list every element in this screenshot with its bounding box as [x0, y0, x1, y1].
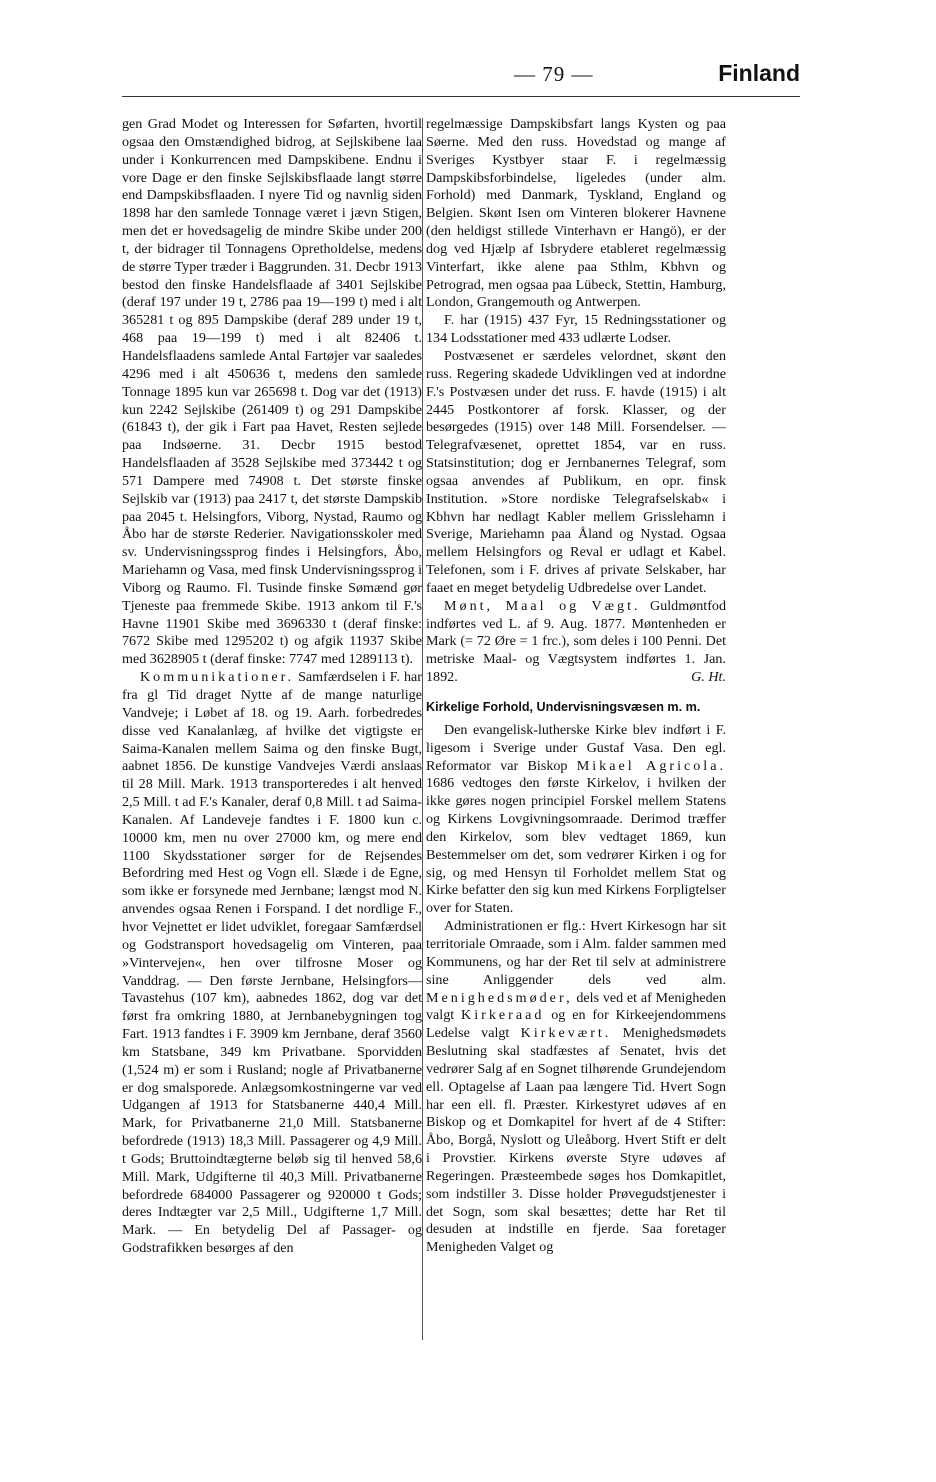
communications-text: Samfærdselen i F. har fra gl Tid draget Nytte af de mange naturlige Vandveje; i Løbet af 18. og 19. Aarh. forbedredes disse ved Kanalanlæg, af hvilke det vigtigste er Saima-Kanalen mellem Saima og den finske Bugt, aabnet 1856. De kunstige Vandvejes Værdi anslaas til 28 Mill. Mark. 1913 transporteredes i alt henved 2,5 Mill. t ad F.'s Kanaler, deraf 0,8 Mill. t ad Saima-Kanalen. Af Landeveje fandtes i F. 1800 kun c. 10000 km, men nu over 27000 km, og mere end 1100 Skydsstationer sørger for de Rejsendes Befordring med Hest og Vogn ell. Slæde i de Egne, som ikke er forsynede med Jernbane; længst mod N. anvendes ogsaa Renen i Forspand. I det nordlige F., hvor Vejnettet er lidet udviklet, foregaar Samfærdsel og Godstransport hovedsagelig om Vinteren, paa »Vintervejen«, hen over tilfrosne Moser og Vanddrag. — Den første Jernbane, Helsingfors—Tavastehus (107 km), aabnedes 1862, dog var det først fra omkring 1880, at Jernbanebygningen tog Fart. 1913 fandtes i F. 3909 km Jernbane, deraf 3560 km Statsbane, 349 km Privatbane. Sporvidden (1,524 m) er som i Rusland; nogle af Privatbanerne er dog smalsporede. Anlægsomkostningerne var ved Udgangen af 1913 for Statsbanerne 440,4 Mill. Mark, for Privatbanerne 21,0 Mill. Statsbanerne befordrede (1913) 18,3 Mill. Passagerer og 4,9 Mill. t Gods; Bruttoindtægterne beløb sig til henved 58,6 Mill. Mark, Udgifterne til 40,3 Mill. Privatbanerne befordrede 684000 Passagerer og 920000 t Gods; deres Indtægter var 2,5 Mill., Udgifterne 1,7 Mill. Mark. — En betydelig Del af Passager- og Godstrafikken besørges af den	[122, 669, 422, 1257]
paragraph-postal-telegraph: Postvæsenet er særdeles velordnet, skønt den russ. Regering skadede Udviklingen ved at indordne F.'s Postvæsen under det russ. F. havde (1915) i alt 2445 Postkontorer af forsk. Klasser, og der besørgedes (1915) over 148 Mill. Forsendelser. — Telegrafvæsenet, oprettet 1854, var en russ. Statsinstitution; dog er Jernbanernes Telegraf, som ogsaa anvendes af Publikum, en opr. finsk Institution. »Store nordiske Telegrafselskab« i Kbhvn har nedlagt Kabler mellem Grisslehamn i Sverige, Mariehamn paa Åland og Nystad. Ogsaa mellem Helsingfors og Reval er udlagt et Kabel. Telefonen, som i F. drives af private Selskaber, har faaet en meget betydelig Udbredelse over Landet.	[426, 347, 726, 596]
running-head: Finland	[718, 60, 800, 86]
name-mikael-agricola: Mikael Agricola.	[576, 757, 726, 774]
page-header	[122, 62, 800, 92]
paragraph-shipping: regelmæssige Dampskibsfart langs Kysten og paa Søerne. Med den russ. Hovedstad og mange af Sveriges Kystbyer staar F. i regelmæssig Dampskibsforbindelse, ligeledes (under alm. Forhold) med Danmark, Tyskland, England og Belgien. Skønt Isen om Vinteren blokerer Havnene (den heldigst stillede Vinterhavn er Hangö), er der dog ved Hjælp af Isbrydere etableret regelmæssig Vinterfart, ikke alene paa Sthlm, Kbhvn og Petrograd, men ogsaa paa Lübeck, Stettin, Hamburg, London, Grangemouth og Antwerpen.	[426, 116, 726, 311]
page-number: — 79 —	[514, 62, 594, 86]
section-heading: Kirkelige Forhold, Undervisningsvæsen m. m.	[426, 700, 701, 714]
column-divider	[422, 118, 423, 1340]
admin-text-c: og en for Kirkeejendommens Ledelse valgt	[426, 1007, 726, 1042]
left-column	[122, 116, 422, 1258]
admin-text-b: dels ved et af Menigheden valgt	[426, 989, 726, 1024]
paragraph-church	[426, 722, 726, 918]
admin-text-a: Administrationen er flg.: Hvert Kirkesogn har sit territoriale Omraade, som i Alm. falder sammen med Kommunens, og har der Ret til selv at administrere sine Anliggender dels ved alm.	[426, 918, 726, 988]
currency-text: Guldmøntfod indførtes ved L. af 9. Aug. 1877. Møntenheden er Mark (= 72 Øre = 1 frc.), som deles i 100 Penni. Det metriske Maal- og Vægtsystem indførtes 1. Jan. 1892.	[426, 597, 726, 686]
author-signature: G. Ht.	[691, 669, 726, 686]
paragraph-merchant-fleet: gen Grad Modet og Interessen for Søfarten, hvortil ogsaa den Omstændighed bidrog, at Sejlskibene laa under i Konkurrencen med Dampskibene. Endnu i vore Dage er den finske Sejlskibsflaade langt større end Dampskibsflaaden. I nyere Tid og navnlig siden 1898 har den samlede Tonnage været i jævn Stigen, men det er hovedsagelig de mindre Skibe under 200 t, der bidrager til Tonnagens Opretholdelse, medens de større Typer træder i Baggrunden. 31. Decbr 1913 bestod den finske Handelsflaade af 3401 Sejlskibe (deraf 197 under 19 t, 2786 paa 19—199 t) med i alt 365281 t og 895 Dampskibe (deraf 289 under 19 t, 468 paa 19—199 t) med i alt 82406 t. Handelsflaadens samlede Antal Fartøjer var saaledes 4296 med i alt 450636 t, medens den samlede Tonnage 1895 kun var 265698 t. Dog var det (1913) kun 2242 Sejlskibe (261409 t) og 291 Dampskibe (61843 t), der gik i Fart paa Havet, Resten sejlede paa Indsøerne. 31. Decbr 1915 bestod Handelsflaaden af 3528 Sejlskibe med 373442 t og 571 Dampere med 74908 t. Det største finske Sejlskib var (1913) paa 2417 t, det største Dampskib paa 2045 t. Helsingfors, Viborg, Nystad, Raumo og Åbo har de største Rederier. Navigationsskoler med sv. Undervisningssprog findes i Helsingfors, Åbo, Mariehamn og Vasa, med finsk Undervisningssprog i Viborg og Raumo. Fl. Tusinde finske Sømænd gør Tjeneste paa fremmede Skibe. 1913 ankom til F.'s Havne 11901 Skibe med 3696330 t (deraf finske: 7672 Skibe med 1295202 t) og afgik 11937 Skibe med 3628905 t (deraf finske: 7747 med 1289113 t).	[122, 116, 422, 668]
right-column	[426, 116, 726, 1257]
paragraph-lighthouses: F. har (1915) 437 Fyr, 15 Redningsstationer og 134 Lodsstationer med 433 udlærte Lodser.	[426, 312, 726, 347]
term-moent-maal-vaegt: Mønt, Maal og Vægt.	[444, 597, 641, 614]
term-kirkeraad: Kirkeraad	[461, 1007, 545, 1024]
church-text-a: Den evangelisk-lutherske Kirke blev indført i F. ligesom i Sverige under Gustaf Vasa. Den egl. Reformator var Biskop	[426, 721, 726, 774]
admin-text-d: Menighedsmødets Beslutning skal stadfæstes af Senatet, hvis det vedrører Salg af en Sognet tilhørende Grundejendom ell. Optagelse af Laan paa længere Tid. Hvert Sogn har een ell. fl. Præster. Kirkestyret udøves af en Biskop og et Domkapitel for hvert af de 4 Stifter: Åbo, Borgå, Nyslott og Uleåborg. Hvert Stift er delt i Provstier. Kirkens øverste Styre udøves af Regeringen. Præsteembede søges hos Domkapitlet, som indstiller 3. Disse holder Prøvegudstjenester i det Sogn, som skal besættes; dette har Ret til desuden at indstille en fjerde. Saa foretager Menigheden Valget og	[426, 1025, 726, 1256]
header-rule	[122, 96, 800, 97]
church-text-b: 1686 vedtoges den første Kirkelov, i hvilken der ikke gøres nogen principiel Forskel mellem Statens og Kirkens Lovgivningsomraade. Derimod træffer den Kirkelov, som blev vedtaget 1869, kun Bestemmelser om det, som vedrører Kirken i og for sig, og med Hensyn til Forholdet mellem Stat og Kirke befatter den sig kun med Kirkens Forpligtelser over for Staten.	[426, 775, 726, 917]
paragraph-communications	[122, 669, 422, 1258]
term-kirkevaert: Kirkevært.	[520, 1025, 612, 1042]
paragraph-administration	[426, 918, 726, 1257]
term-menighedsmoeder: Menighedsmøder,	[426, 989, 573, 1006]
paragraph-currency	[426, 598, 726, 687]
term-kommunikationer: Kommunikationer.	[140, 669, 295, 686]
